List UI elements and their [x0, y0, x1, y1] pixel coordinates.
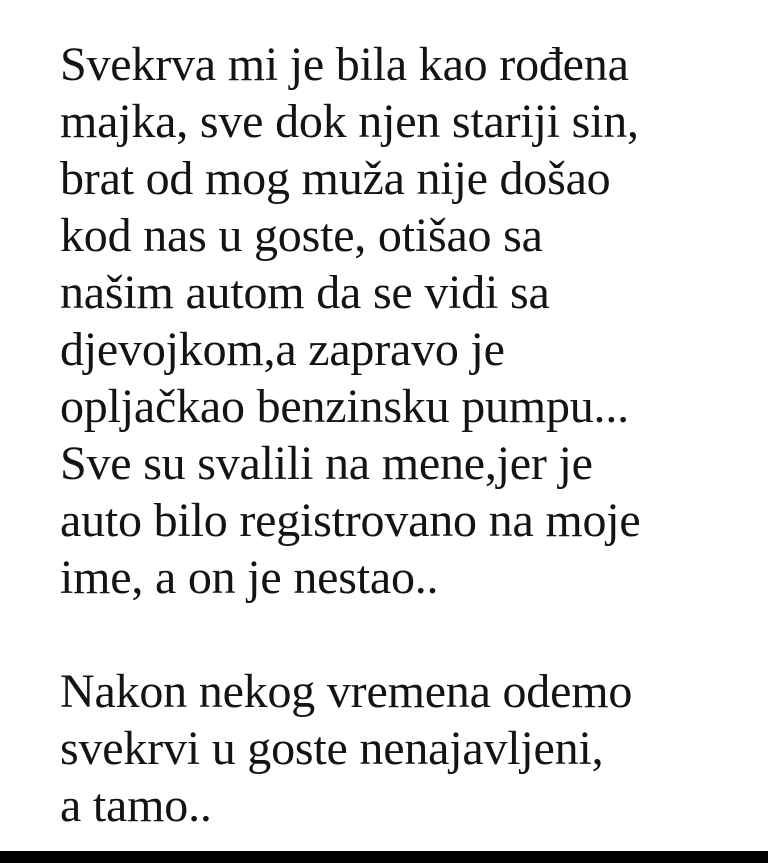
text-line: Svekrva mi je bila kao rođena [60, 38, 629, 91]
text-line: našim autom da se vidi sa [60, 266, 550, 319]
text-line: djevojkom,a zapravo je [60, 323, 505, 376]
text-line: Nakon nekog vremena odemo [60, 665, 633, 718]
text-line: opljačkao benzinsku pumpu... [60, 380, 629, 433]
text-line: brat od mog muža nije došao [60, 152, 611, 205]
paragraph-1 [60, 36, 750, 606]
text-line: ime, a on je nestao.. [60, 551, 439, 604]
text-line: majka, sve dok njen stariji sin, [60, 95, 639, 148]
text-line: kod nas u goste, otišao sa [60, 209, 543, 262]
text-line: Sve su svalili na mene,jer je [60, 437, 593, 490]
text-line: a tamo.. [60, 779, 212, 832]
bottom-bar [0, 851, 768, 863]
paragraph-gap [60, 606, 750, 663]
story-text [60, 36, 750, 834]
paragraph-2 [60, 663, 750, 834]
text-line: svekrvi u goste nenajavljeni, [60, 722, 604, 775]
text-line: auto bilo registrovano na moje [60, 494, 641, 547]
